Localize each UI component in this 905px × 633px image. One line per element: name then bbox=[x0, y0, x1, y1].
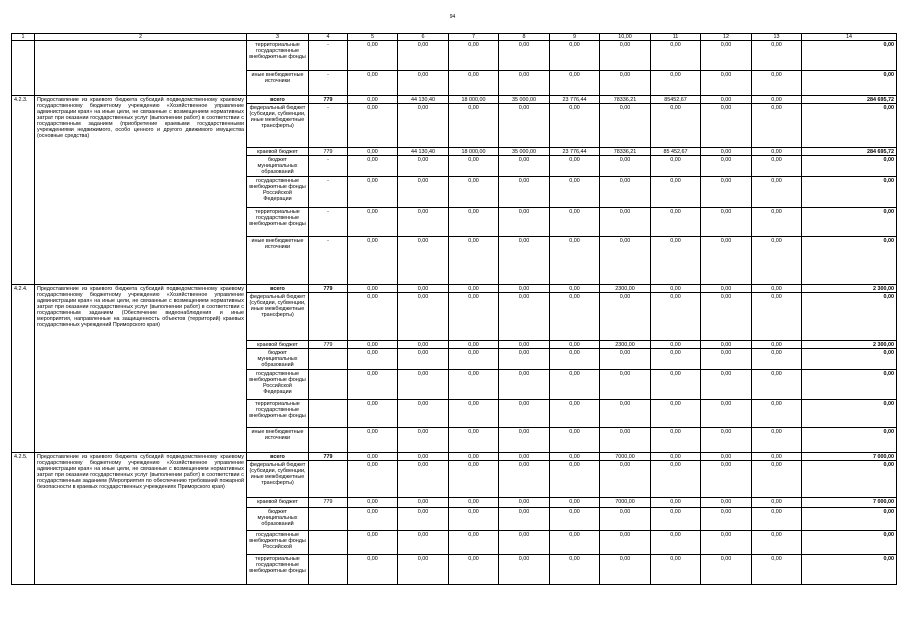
budget-code: - bbox=[309, 237, 348, 285]
budget-code: - bbox=[309, 156, 348, 177]
year-value: 0,00 bbox=[499, 341, 550, 349]
budget-code bbox=[309, 508, 348, 531]
year-value: 0,00 bbox=[752, 148, 802, 156]
year-value: 0,00 bbox=[752, 508, 802, 531]
year-value: 0,00 bbox=[600, 508, 651, 531]
year-value: 0,00 bbox=[348, 370, 398, 400]
year-value: 0,00 bbox=[449, 498, 499, 508]
row-total: 2 300,00 bbox=[802, 285, 897, 293]
year-value: 0,00 bbox=[651, 531, 701, 555]
budget-code: - bbox=[309, 208, 348, 237]
year-value: 0,00 bbox=[701, 531, 752, 555]
year-value: 0,00 bbox=[449, 453, 499, 461]
row-total: 0,00 bbox=[802, 555, 897, 585]
year-value: 18 000,00 bbox=[449, 148, 499, 156]
year-value: 0,00 bbox=[348, 177, 398, 208]
year-value: 0,00 bbox=[651, 461, 701, 498]
year-value: 0,00 bbox=[752, 237, 802, 285]
year-value: 0,00 bbox=[752, 349, 802, 370]
year-value: 0,00 bbox=[550, 428, 600, 453]
year-value: 0,00 bbox=[398, 104, 449, 148]
year-value: 0,00 bbox=[550, 156, 600, 177]
year-value: 0,00 bbox=[701, 400, 752, 428]
funding-source: всего bbox=[247, 453, 309, 461]
year-value: 0,00 bbox=[550, 208, 600, 237]
year-value: 0,00 bbox=[348, 41, 398, 71]
funding-source: территориальные государственные внебюджетные фонды bbox=[247, 400, 309, 428]
year-value: 0,00 bbox=[651, 370, 701, 400]
row-total: 0,00 bbox=[802, 370, 897, 400]
year-value: 0,00 bbox=[752, 156, 802, 177]
year-value: 0,00 bbox=[499, 104, 550, 148]
year-value: 0,00 bbox=[499, 428, 550, 453]
header-cell: 10,00 bbox=[600, 34, 651, 41]
year-value: 0,00 bbox=[600, 555, 651, 585]
item-description: Предоставление из краевого бюджета субсидий подведомственному краевому государственному бюджетному учреждению «Хозяйственное управление администрации края» на иные цели, не связанные с возмещением нормативных затрат при оказании государственных услуг (выполнении работ) в соответствии с государственным заданием (приобретение краевыми государственными учреждениями недвижимого, особо ценного и другого движимого имущества (основные средства) bbox=[35, 96, 247, 285]
year-value: 0,00 bbox=[600, 428, 651, 453]
year-value: 0,00 bbox=[550, 555, 600, 585]
year-value: 0,00 bbox=[348, 104, 398, 148]
budget-code bbox=[309, 428, 348, 453]
year-value: 0,00 bbox=[499, 208, 550, 237]
funding-source: государственные внебюджетные фонды Российской Федерации bbox=[247, 177, 309, 208]
year-value: 0,00 bbox=[398, 508, 449, 531]
year-value: 0,00 bbox=[701, 148, 752, 156]
year-value: 0,00 bbox=[348, 96, 398, 104]
year-value: 0,00 bbox=[499, 508, 550, 531]
year-value: 0,00 bbox=[348, 148, 398, 156]
year-value: 35 000,00 bbox=[499, 148, 550, 156]
year-value: 0,00 bbox=[651, 208, 701, 237]
year-value: 0,00 bbox=[499, 177, 550, 208]
year-value: 0,00 bbox=[550, 285, 600, 293]
funding-source: краевой бюджет bbox=[247, 341, 309, 349]
year-value: 0,00 bbox=[752, 71, 802, 96]
year-value: 0,00 bbox=[600, 177, 651, 208]
year-value: 23 776,44 bbox=[550, 96, 600, 104]
page-number: 94 bbox=[449, 14, 456, 20]
funding-source: краевой бюджет bbox=[247, 498, 309, 508]
row-total: 7 000,00 bbox=[802, 453, 897, 461]
year-value: 0,00 bbox=[398, 341, 449, 349]
year-value: 0,00 bbox=[348, 285, 398, 293]
year-value: 0,00 bbox=[499, 237, 550, 285]
funding-source: федеральный бюджет (субсидии, субвенции, иные межбюджетные трансферты) bbox=[247, 293, 309, 341]
year-value: 0,00 bbox=[752, 498, 802, 508]
header-cell: 14 bbox=[802, 34, 897, 41]
year-value: 0,00 bbox=[398, 237, 449, 285]
row-total: 0,00 bbox=[802, 531, 897, 555]
header-cell: 11 bbox=[651, 34, 701, 41]
year-value: 78336,21 bbox=[600, 148, 651, 156]
year-value: 0,00 bbox=[348, 208, 398, 237]
year-value: 0,00 bbox=[550, 349, 600, 370]
year-value: 44 130,40 bbox=[398, 96, 449, 104]
year-value: 0,00 bbox=[348, 237, 398, 285]
year-value: 0,00 bbox=[752, 400, 802, 428]
year-value: 0,00 bbox=[651, 349, 701, 370]
year-value: 0,00 bbox=[449, 349, 499, 370]
year-value: 0,00 bbox=[449, 104, 499, 148]
year-value: 0,00 bbox=[701, 555, 752, 585]
year-value: 0,00 bbox=[701, 156, 752, 177]
year-value: 0,00 bbox=[398, 293, 449, 341]
year-value: 0,00 bbox=[600, 400, 651, 428]
funding-source: федеральный бюджет (субсидии, субвенции, иные межбюджетные трансферты) bbox=[247, 461, 309, 498]
header-cell: 12 bbox=[701, 34, 752, 41]
year-value: 2300,00 bbox=[600, 285, 651, 293]
budget-code: 779 bbox=[309, 96, 348, 104]
year-value: 0,00 bbox=[348, 156, 398, 177]
funding-source: федеральный бюджет (субсидии, субвенции, иные межбюджетные трансферты) bbox=[247, 104, 309, 148]
budget-code bbox=[309, 349, 348, 370]
year-value: 0,00 bbox=[499, 370, 550, 400]
year-value: 0,00 bbox=[499, 156, 550, 177]
year-value: 0,00 bbox=[449, 461, 499, 498]
year-value: 85 452,67 bbox=[651, 148, 701, 156]
year-value: 0,00 bbox=[449, 341, 499, 349]
year-value: 0,00 bbox=[398, 285, 449, 293]
item-description: Предоставление из краевого бюджета субсидий подведомственному краевому государственному бюджетному учреждению «Хозяйственное управление администрации края» на иные цели, не связанные с возмещением нормативных затрат при оказании государственных услуг (выполнении работ) в соответствии с государственным заданием (Обеспечение видеонаблюдения и иные мероприятия, направленные на защищенность объектов (территорий) краевых государственных учреждений Приморского края) bbox=[35, 285, 247, 453]
year-value: 44 130,40 bbox=[398, 148, 449, 156]
year-value: 0,00 bbox=[701, 41, 752, 71]
year-value: 18 000,00 bbox=[449, 96, 499, 104]
year-value: 0,00 bbox=[550, 177, 600, 208]
row-total: 0,00 bbox=[802, 237, 897, 285]
year-value: 0,00 bbox=[550, 370, 600, 400]
table-row bbox=[12, 453, 897, 461]
year-value: 0,00 bbox=[499, 41, 550, 71]
year-value: 0,00 bbox=[651, 237, 701, 285]
year-value: 0,00 bbox=[600, 156, 651, 177]
row-total: 0,00 bbox=[802, 461, 897, 498]
header-row bbox=[12, 34, 897, 41]
year-value: 0,00 bbox=[550, 531, 600, 555]
budget-code: - bbox=[309, 71, 348, 96]
budget-code bbox=[309, 531, 348, 555]
year-value: 0,00 bbox=[398, 400, 449, 428]
year-value: 0,00 bbox=[701, 370, 752, 400]
year-value: 0,00 bbox=[701, 349, 752, 370]
budget-code: - bbox=[309, 177, 348, 208]
year-value: 0,00 bbox=[550, 71, 600, 96]
table-body bbox=[12, 34, 897, 585]
year-value: 0,00 bbox=[398, 453, 449, 461]
year-value: 0,00 bbox=[449, 208, 499, 237]
budget-code: 779 bbox=[309, 341, 348, 349]
year-value: 0,00 bbox=[701, 104, 752, 148]
funding-source: бюджет муниципальных образований bbox=[247, 349, 309, 370]
item-description bbox=[35, 41, 247, 96]
row-total: 0,00 bbox=[802, 508, 897, 531]
year-value: 0,00 bbox=[600, 208, 651, 237]
year-value: 0,00 bbox=[550, 508, 600, 531]
row-total: 284 695,72 bbox=[802, 96, 897, 104]
header-cell: 4 bbox=[309, 34, 348, 41]
year-value: 0,00 bbox=[398, 177, 449, 208]
year-value: 0,00 bbox=[600, 293, 651, 341]
year-value: 0,00 bbox=[348, 453, 398, 461]
year-value: 0,00 bbox=[348, 349, 398, 370]
year-value: 0,00 bbox=[651, 285, 701, 293]
year-value: 0,00 bbox=[752, 285, 802, 293]
funding-source: территориальные государственные внебюджетные фонды bbox=[247, 41, 309, 71]
year-value: 0,00 bbox=[701, 453, 752, 461]
funding-source: иные внебюджетные источники bbox=[247, 237, 309, 285]
funding-source: государственные внебюджетные фонды Российской bbox=[247, 531, 309, 555]
year-value: 0,00 bbox=[701, 285, 752, 293]
funding-source: всего bbox=[247, 285, 309, 293]
funding-source: территориальные государственные внебюджетные фонды bbox=[247, 555, 309, 585]
year-value: 0,00 bbox=[752, 461, 802, 498]
budget-code: - bbox=[309, 41, 348, 71]
header-cell: 13 bbox=[752, 34, 802, 41]
year-value: 0,00 bbox=[550, 400, 600, 428]
year-value: 0,00 bbox=[348, 400, 398, 428]
row-total: 0,00 bbox=[802, 104, 897, 148]
year-value: 0,00 bbox=[600, 71, 651, 96]
budget-code bbox=[309, 461, 348, 498]
year-value: 0,00 bbox=[449, 400, 499, 428]
year-value: 0,00 bbox=[651, 177, 701, 208]
budget-table bbox=[11, 33, 897, 585]
year-value: 0,00 bbox=[600, 370, 651, 400]
year-value: 0,00 bbox=[651, 428, 701, 453]
year-value: 0,00 bbox=[701, 293, 752, 341]
header-cell: 3 bbox=[247, 34, 309, 41]
year-value: 0,00 bbox=[449, 156, 499, 177]
row-total: 0,00 bbox=[802, 349, 897, 370]
funding-source: бюджет муниципальных образований bbox=[247, 508, 309, 531]
year-value: 0,00 bbox=[752, 177, 802, 208]
budget-code bbox=[309, 555, 348, 585]
year-value: 35 000,00 bbox=[499, 96, 550, 104]
budget-code bbox=[309, 293, 348, 341]
budget-code bbox=[309, 400, 348, 428]
year-value: 0,00 bbox=[701, 208, 752, 237]
year-value: 0,00 bbox=[398, 531, 449, 555]
year-value: 0,00 bbox=[499, 461, 550, 498]
funding-source: краевой бюджет bbox=[247, 148, 309, 156]
year-value: 0,00 bbox=[651, 156, 701, 177]
year-value: 0,00 bbox=[651, 453, 701, 461]
year-value: 0,00 bbox=[449, 41, 499, 71]
year-value: 0,00 bbox=[752, 341, 802, 349]
year-value: 0,00 bbox=[752, 555, 802, 585]
year-value: 0,00 bbox=[398, 461, 449, 498]
year-value: 0,00 bbox=[499, 285, 550, 293]
year-value: 0,00 bbox=[449, 71, 499, 96]
year-value: 0,00 bbox=[701, 177, 752, 208]
year-value: 0,00 bbox=[550, 461, 600, 498]
year-value: 0,00 bbox=[348, 531, 398, 555]
year-value: 0,00 bbox=[701, 341, 752, 349]
year-value: 0,00 bbox=[550, 341, 600, 349]
year-value: 0,00 bbox=[550, 453, 600, 461]
year-value: 0,00 bbox=[600, 237, 651, 285]
table-row bbox=[12, 41, 897, 71]
funding-source: иные внебюджетные источники bbox=[247, 71, 309, 96]
year-value: 78336,21 bbox=[600, 96, 651, 104]
year-value: 0,00 bbox=[600, 461, 651, 498]
year-value: 0,00 bbox=[651, 293, 701, 341]
row-total: 0,00 bbox=[802, 156, 897, 177]
year-value: 0,00 bbox=[499, 71, 550, 96]
row-total: 284 695,72 bbox=[802, 148, 897, 156]
year-value: 0,00 bbox=[550, 293, 600, 341]
year-value: 0,00 bbox=[651, 41, 701, 71]
budget-code: - bbox=[309, 104, 348, 148]
year-value: 0,00 bbox=[651, 508, 701, 531]
year-value: 0,00 bbox=[752, 453, 802, 461]
year-value: 0,00 bbox=[348, 498, 398, 508]
header-cell: 9 bbox=[550, 34, 600, 41]
row-total: 0,00 bbox=[802, 41, 897, 71]
year-value: 0,00 bbox=[449, 531, 499, 555]
funding-source: всего bbox=[247, 96, 309, 104]
year-value: 0,00 bbox=[600, 531, 651, 555]
year-value: 0,00 bbox=[651, 498, 701, 508]
row-total: 0,00 bbox=[802, 71, 897, 96]
year-value: 7000,00 bbox=[600, 498, 651, 508]
header-cell: 6 bbox=[398, 34, 449, 41]
year-value: 0,00 bbox=[348, 341, 398, 349]
year-value: 0,00 bbox=[600, 104, 651, 148]
item-index: 4.2.4. bbox=[12, 285, 35, 453]
year-value: 0,00 bbox=[449, 555, 499, 585]
budget-code: 779 bbox=[309, 148, 348, 156]
year-value: 0,00 bbox=[701, 96, 752, 104]
year-value: 0,00 bbox=[449, 370, 499, 400]
year-value: 0,00 bbox=[701, 428, 752, 453]
year-value: 0,00 bbox=[348, 71, 398, 96]
row-total: 0,00 bbox=[802, 400, 897, 428]
year-value: 0,00 bbox=[499, 453, 550, 461]
year-value: 0,00 bbox=[701, 237, 752, 285]
year-value: 0,00 bbox=[752, 531, 802, 555]
year-value: 0,00 bbox=[348, 461, 398, 498]
funding-source: иные внебюджетные источники bbox=[247, 428, 309, 453]
item-description: Предоставление из краевого бюджета субсидий подведомственному краевому государственному бюджетному учреждению «Хозяйственное управление администрации края» на иные цели, не связанные с возмещением нормативных затрат при оказании государственных услуг (выполнении работ) в соответствии с государственным заданием (Мероприятия по обеспечению требований пожарной безопасности в краевых государственных учреждениях Приморского края) bbox=[35, 453, 247, 585]
year-value: 0,00 bbox=[752, 208, 802, 237]
row-total: 7 000,00 bbox=[802, 498, 897, 508]
year-value: 0,00 bbox=[550, 104, 600, 148]
row-total: 2 300,00 bbox=[802, 341, 897, 349]
funding-source: территориальные государственные внебюджетные фонды bbox=[247, 208, 309, 237]
year-value: 0,00 bbox=[398, 498, 449, 508]
year-value: 0,00 bbox=[398, 370, 449, 400]
budget-code bbox=[309, 370, 348, 400]
header-cell: 8 bbox=[499, 34, 550, 41]
year-value: 0,00 bbox=[449, 508, 499, 531]
year-value: 0,00 bbox=[398, 555, 449, 585]
year-value: 0,00 bbox=[449, 177, 499, 208]
year-value: 0,00 bbox=[752, 96, 802, 104]
year-value: 0,00 bbox=[600, 41, 651, 71]
year-value: 0,00 bbox=[398, 208, 449, 237]
year-value: 0,00 bbox=[550, 237, 600, 285]
table-row bbox=[12, 285, 897, 293]
year-value: 0,00 bbox=[752, 41, 802, 71]
year-value: 0,00 bbox=[752, 370, 802, 400]
year-value: 0,00 bbox=[701, 508, 752, 531]
funding-source: государственные внебюджетные фонды Российской Федерации bbox=[247, 370, 309, 400]
year-value: 0,00 bbox=[449, 285, 499, 293]
year-value: 0,00 bbox=[398, 156, 449, 177]
year-value: 0,00 bbox=[348, 555, 398, 585]
year-value: 0,00 bbox=[752, 428, 802, 453]
table-row bbox=[12, 96, 897, 104]
header-cell: 7 bbox=[449, 34, 499, 41]
year-value: 0,00 bbox=[449, 428, 499, 453]
year-value: 0,00 bbox=[550, 498, 600, 508]
year-value: 0,00 bbox=[499, 498, 550, 508]
year-value: 0,00 bbox=[752, 293, 802, 341]
budget-code: 779 bbox=[309, 453, 348, 461]
year-value: 0,00 bbox=[651, 400, 701, 428]
year-value: 0,00 bbox=[752, 104, 802, 148]
year-value: 0,00 bbox=[550, 41, 600, 71]
year-value: 0,00 bbox=[651, 71, 701, 96]
year-value: 0,00 bbox=[701, 461, 752, 498]
year-value: 0,00 bbox=[499, 349, 550, 370]
year-value: 0,00 bbox=[499, 293, 550, 341]
year-value: 0,00 bbox=[348, 293, 398, 341]
year-value: 0,00 bbox=[348, 508, 398, 531]
item-index: 4.2.5. bbox=[12, 453, 35, 585]
header-cell: 1 bbox=[12, 34, 35, 41]
year-value: 0,00 bbox=[701, 498, 752, 508]
budget-code: 779 bbox=[309, 285, 348, 293]
item-index bbox=[12, 41, 35, 96]
header-cell: 5 bbox=[348, 34, 398, 41]
item-index: 4.2.3. bbox=[12, 96, 35, 285]
row-total: 0,00 bbox=[802, 293, 897, 341]
row-total: 0,00 bbox=[802, 177, 897, 208]
year-value: 0,00 bbox=[651, 341, 701, 349]
year-value: 0,00 bbox=[398, 349, 449, 370]
year-value: 0,00 bbox=[701, 71, 752, 96]
year-value: 23 776,44 bbox=[550, 148, 600, 156]
year-value: 0,00 bbox=[499, 400, 550, 428]
year-value: 85452,67 bbox=[651, 96, 701, 104]
year-value: 0,00 bbox=[499, 531, 550, 555]
year-value: 2300,00 bbox=[600, 341, 651, 349]
year-value: 0,00 bbox=[449, 293, 499, 341]
year-value: 0,00 bbox=[449, 237, 499, 285]
row-total: 0,00 bbox=[802, 208, 897, 237]
header-cell: 2 bbox=[35, 34, 247, 41]
year-value: 0,00 bbox=[651, 104, 701, 148]
year-value: 0,00 bbox=[651, 555, 701, 585]
year-value: 0,00 bbox=[398, 71, 449, 96]
year-value: 7000,00 bbox=[600, 453, 651, 461]
funding-source: бюджет муниципальных образований bbox=[247, 156, 309, 177]
budget-code: 779 bbox=[309, 498, 348, 508]
year-value: 0,00 bbox=[398, 428, 449, 453]
row-total: 0,00 bbox=[802, 428, 897, 453]
year-value: 0,00 bbox=[398, 41, 449, 71]
year-value: 0,00 bbox=[600, 349, 651, 370]
year-value: 0,00 bbox=[499, 555, 550, 585]
year-value: 0,00 bbox=[348, 428, 398, 453]
